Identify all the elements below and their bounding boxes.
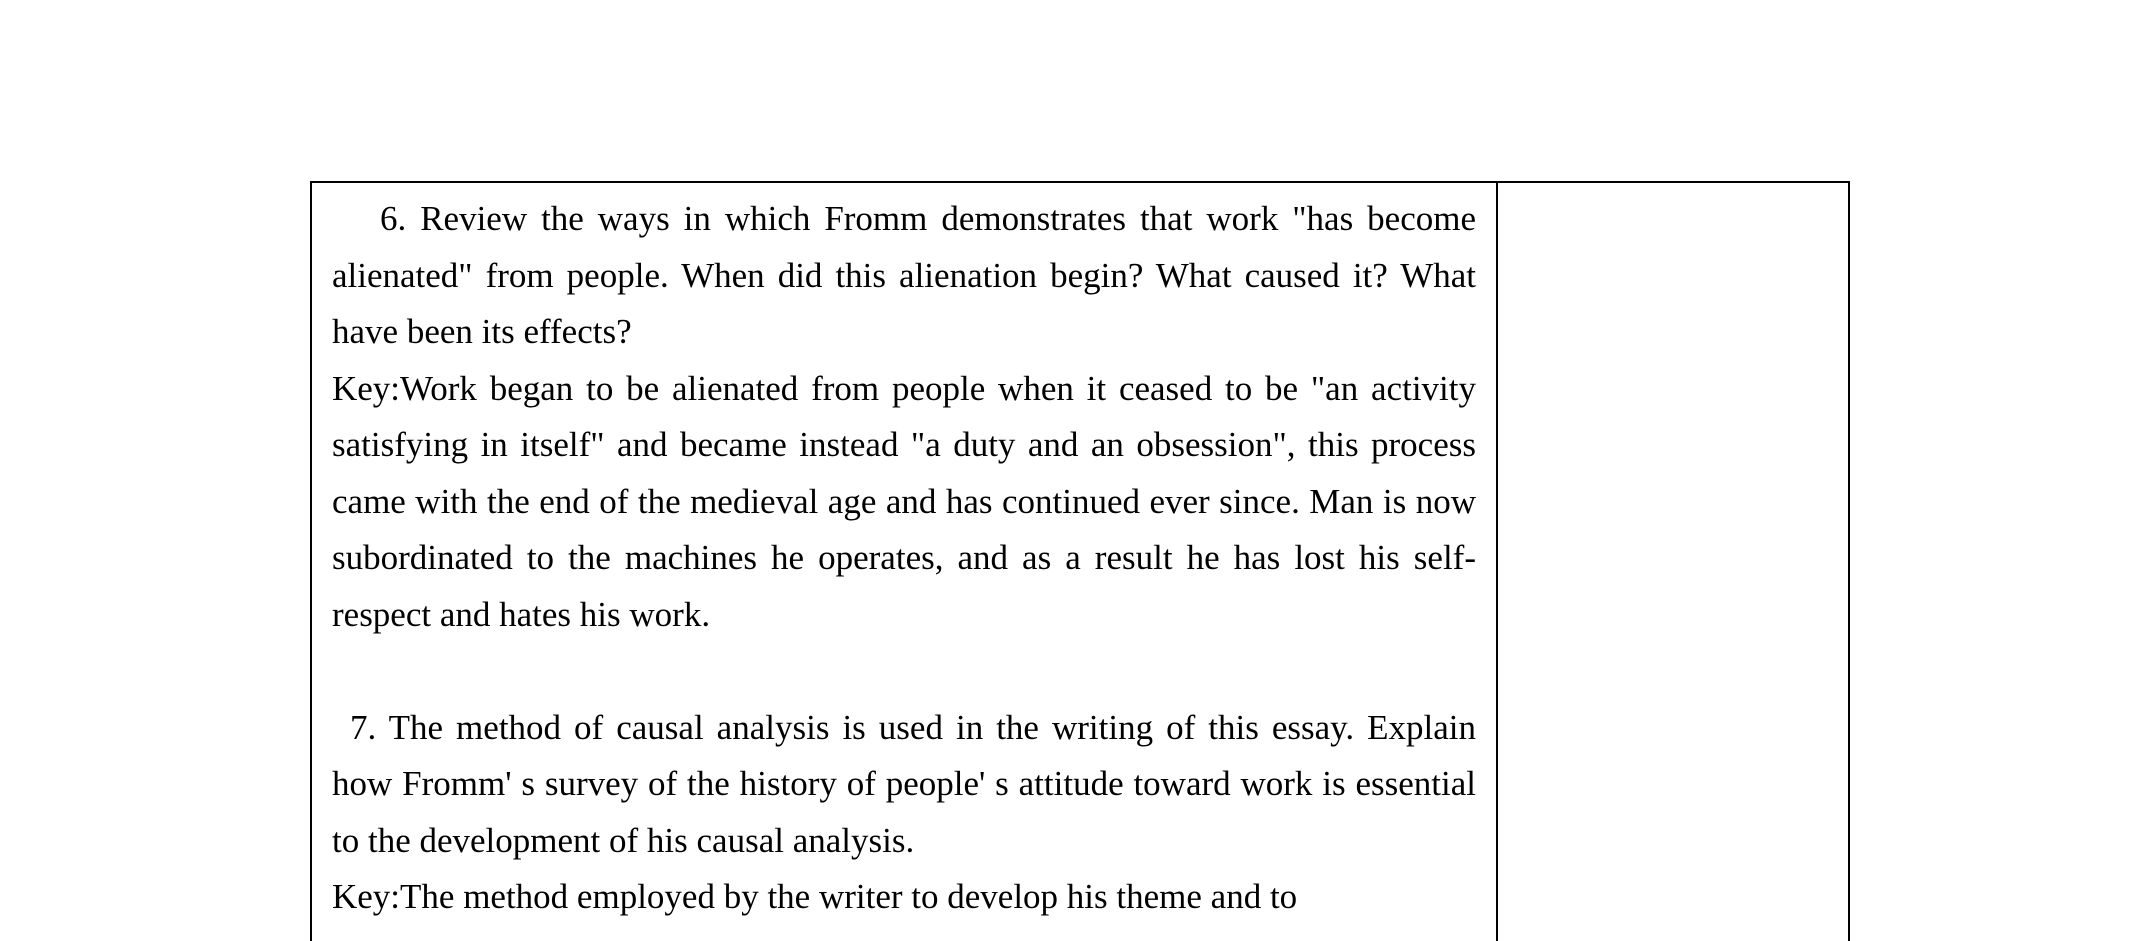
document-table [310,181,1850,941]
question-7: 7. The method of causal analysis is used in the writing of this essay. Explain how Fromm' s survey of the history of people' s attitude toward work is essential to the development of his causal analysis. [332,707,1476,860]
empty-side-cell [1498,183,1848,941]
blank-line [332,643,1476,700]
answer-key-6: Key:Work began to be alienated from people when it ceased to be "an activity satisfying in itself" and became instead "a duty and an obsession", this process came with the end of the medieval age and has continued ever since. Man is now subordinated to the machines he operates, and as a result he has lost his self-respect and hates his work. [332,368,1476,634]
question-6: 6. Review the ways in which Fromm demonstrates that work "has become alienated" from people. When did this alienation begin? What caused it? What have been its effects? [332,199,1476,351]
content-cell [312,183,1498,941]
answer-key-7: Key:The method employed by the writer to develop his theme and to [332,877,1298,916]
